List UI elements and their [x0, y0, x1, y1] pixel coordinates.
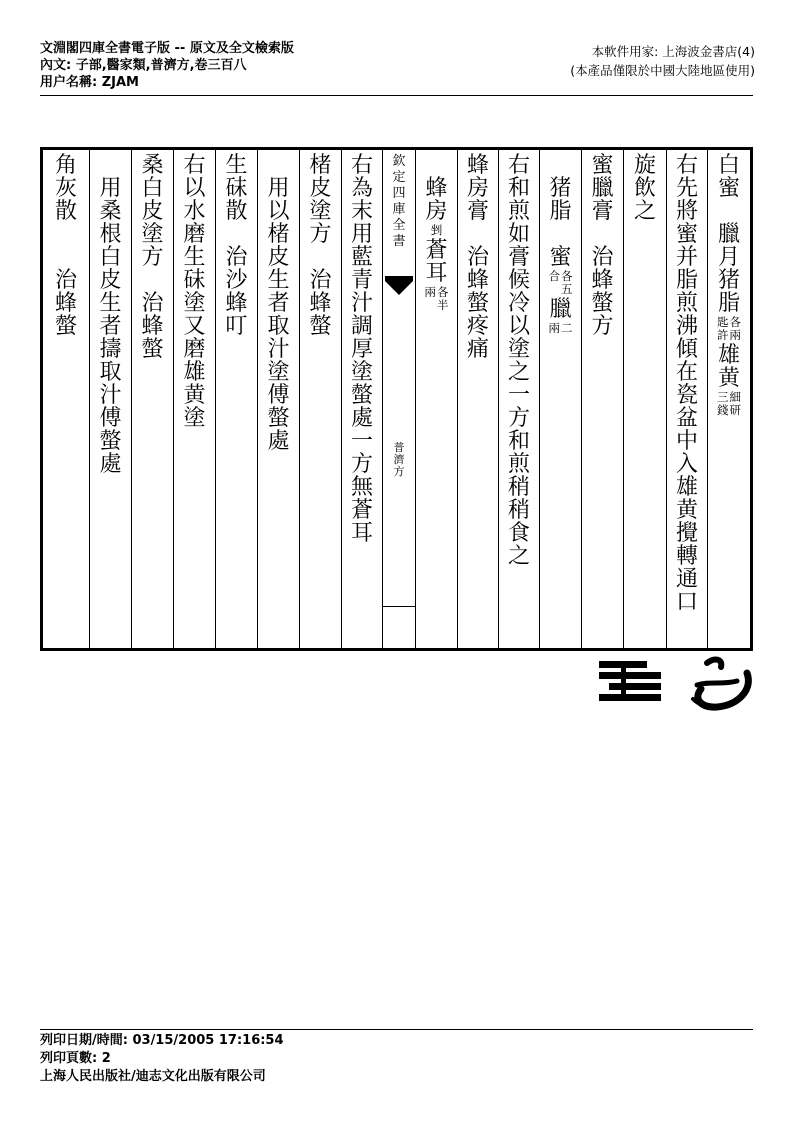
main-text: 右 為 末 用 藍 青 汁 調 厚 塗 螫 處 一 方 無 蒼 耳 — [350, 153, 373, 546]
header-license-note: (本產品僅限於中國大陸地區使用) — [570, 63, 755, 78]
column-text — [458, 154, 498, 361]
main-text: 右 和 煎 如 膏 候 冷 以 塗 之 一 方 和 煎 稍 稍 食 之 — [507, 153, 530, 569]
main-text: 臘 — [549, 297, 572, 322]
main-text: 治 蜂 螫 — [141, 291, 164, 362]
column-text — [43, 154, 89, 338]
text-column — [215, 150, 257, 648]
banner-fishtail-icon — [385, 281, 413, 295]
note-right-line: 剉 — [430, 223, 443, 237]
header-left — [40, 40, 294, 91]
column-text — [667, 154, 707, 614]
banner-bottom-rule — [383, 606, 415, 607]
main-text: 生 砞 散 — [225, 153, 248, 224]
main-text: 蜜 — [549, 245, 572, 270]
column-text — [499, 154, 539, 568]
main-text: 治 蜂 螫 疼 痛 — [466, 245, 489, 362]
publisher-logo — [597, 655, 757, 717]
main-text: 蜂 房 膏 — [466, 153, 489, 224]
note-left-line: 三 錢 — [717, 390, 729, 417]
text-column — [173, 150, 215, 648]
main-text: 蜂 房 — [425, 176, 448, 224]
header-username: 用户名稱: ZJAM — [40, 75, 139, 90]
note-left-line: 兩 — [424, 285, 436, 299]
text-column — [299, 150, 341, 648]
text-column — [257, 150, 299, 648]
main-text: 治 蜂 螫 方 — [591, 245, 614, 339]
publisher-seal-icon — [597, 655, 757, 713]
page-banner-column — [382, 150, 415, 648]
text-column — [707, 150, 750, 648]
main-text: 右 先 將 蜜 并 脂 煎 沸 傾 在 瓷 盆 中 入 雄 黄 攪 轉 通 口 — [675, 153, 698, 615]
annotation-note — [416, 224, 457, 237]
note-right-line: 二 — [561, 321, 573, 335]
footer-divider — [40, 1029, 753, 1030]
note-left-line: 合 — [548, 269, 560, 283]
column-text — [582, 154, 623, 338]
banner-subtitle: 普 濟 方 — [393, 441, 405, 478]
annotation-note — [540, 322, 581, 335]
text-column — [623, 150, 666, 648]
note-right-line: 各 半 — [437, 285, 449, 312]
text-column — [457, 150, 498, 648]
main-text: 白 蜜 — [717, 153, 740, 201]
header-right — [570, 42, 755, 80]
note-left-line: 匙 許 — [717, 315, 729, 342]
main-text: 蜜 臘 膏 — [591, 153, 614, 224]
main-text: 用 桑 根 白 皮 生 者 擣 取 汁 傅 螫 處 — [99, 176, 122, 477]
text-column — [415, 150, 457, 648]
main-text: 雄 黄 — [717, 343, 740, 391]
annotation-note — [416, 286, 457, 312]
note-right-line: 各 五 — [561, 269, 573, 296]
main-text: 治 蜂 螫 — [309, 268, 332, 339]
annotation-note — [708, 316, 750, 342]
main-text: 臘 月 猪 脂 — [717, 222, 740, 316]
book-page-frame — [40, 147, 753, 651]
header-content-path: 內文: 子部,醫家類,普濟方,卷三百八 — [40, 58, 247, 73]
main-text: 旋 飲 之 — [633, 153, 656, 224]
text-column — [131, 150, 173, 648]
text-column — [581, 150, 623, 648]
column-text — [708, 154, 750, 419]
note-right-line: 各 兩 — [729, 315, 741, 342]
column-text — [174, 154, 215, 430]
column-text — [258, 154, 299, 453]
note-left-line: 兩 — [548, 321, 560, 335]
column-text — [216, 154, 257, 338]
main-text: 蒼 耳 — [425, 238, 448, 286]
header-license: 本軟件用家: 上海波金書店(4) — [591, 44, 755, 59]
text-column — [498, 150, 539, 648]
main-text: 桑 白 皮 塗 方 — [141, 153, 164, 270]
text-column — [666, 150, 707, 648]
main-text: 用 以 楮 皮 生 者 取 汁 塗 傅 螫 處 — [267, 176, 290, 454]
note-right-line: 細 研 — [729, 390, 741, 417]
annotation-note — [540, 270, 581, 296]
footer-publisher: 上海人民出版社/迪志文化出版有限公司 — [40, 1069, 266, 1084]
column-text — [540, 154, 581, 337]
main-text: 治 蜂 螫 — [54, 268, 77, 339]
main-text: 角 灰 散 — [54, 153, 77, 224]
text-column — [539, 150, 581, 648]
header-divider — [40, 95, 753, 96]
main-text: 楮 皮 塗 方 — [309, 153, 332, 247]
column-text — [416, 154, 457, 314]
column-text — [300, 154, 341, 338]
column-text — [90, 154, 131, 476]
footer-page-count: 列印頁數: 2 — [40, 1051, 111, 1066]
text-column — [43, 150, 89, 648]
annotation-note — [708, 391, 750, 417]
header-edition-title: 文淵閣四庫全書電子版 -- 原文及全文檢索版 — [40, 41, 294, 56]
column-text — [624, 154, 666, 223]
main-text: 猪 脂 — [549, 176, 572, 224]
column-text — [342, 154, 382, 545]
column-text — [132, 154, 173, 361]
main-text: 治 沙 蜂 叮 — [225, 245, 248, 339]
text-column — [89, 150, 131, 648]
main-text: 右 以 水 磨 生 砞 塗 又 磨 雄 黄 塗 — [183, 153, 206, 431]
footer-print-time: 列印日期/時間: 03/15/2005 17:16:54 — [40, 1033, 284, 1048]
text-column — [341, 150, 382, 648]
banner-title: 欽 定 四 庫 全 書 — [392, 154, 406, 249]
footer — [40, 1032, 284, 1086]
